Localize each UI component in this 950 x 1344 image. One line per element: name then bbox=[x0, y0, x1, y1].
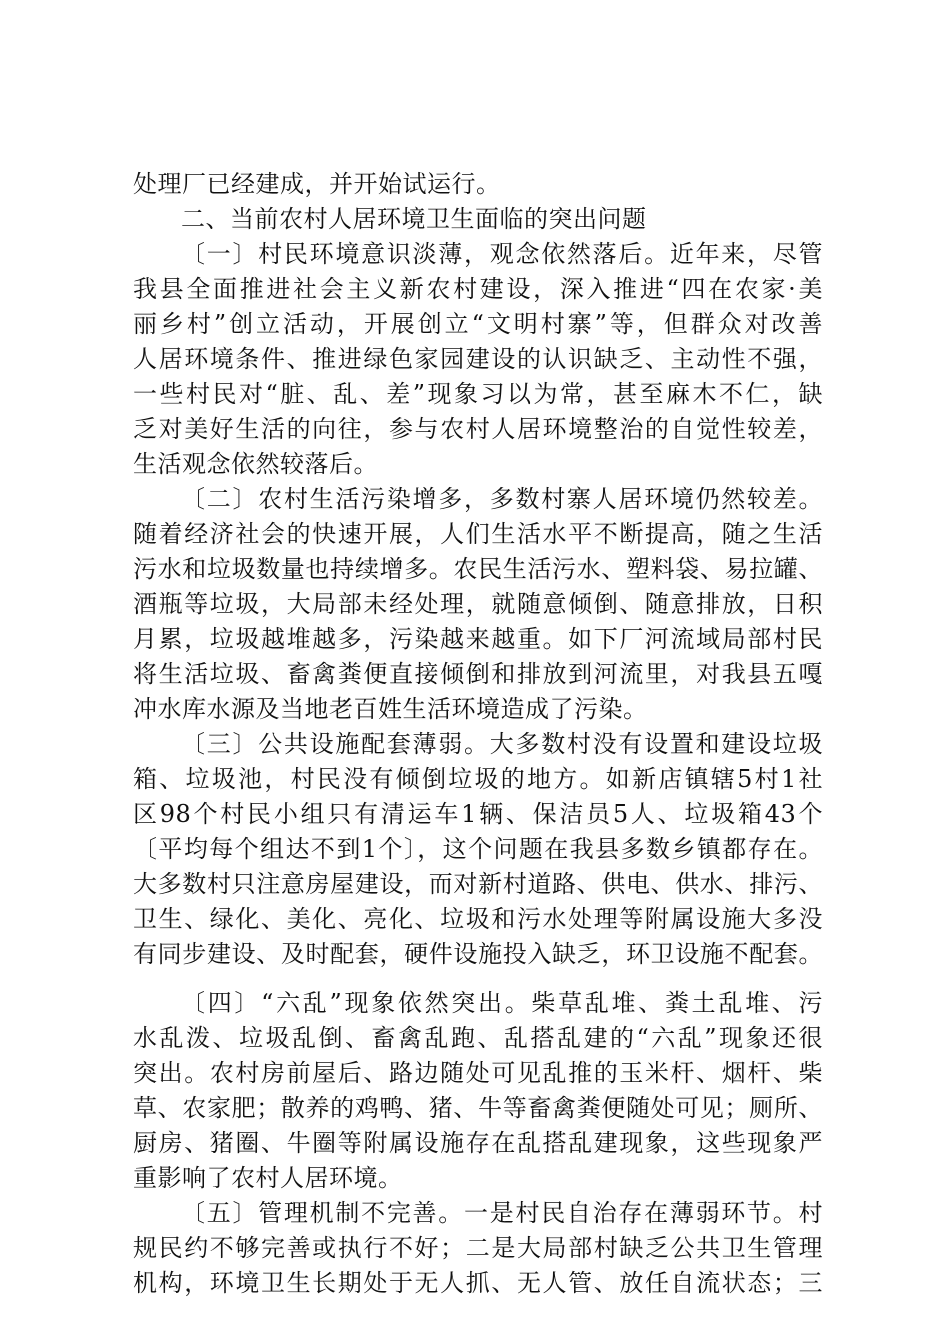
text-line: 月累，垃圾越堆越多，污染越来越重。如下厂河流域局部村民 bbox=[133, 625, 823, 653]
text-line: 酒瓶等垃圾，大局部未经处理，就随意倾倒、随意排放，日积 bbox=[133, 590, 823, 618]
text-line: 我县全面推进社会主义新农村建设，深入推进“四在农家·美 bbox=[133, 275, 823, 303]
text-line: 〔四〕“六乱”现象依然突出。柴草乱堆、粪土乱堆、污 bbox=[181, 989, 823, 1017]
text-line: 人居环境条件、推进绿色家园建设的认识缺乏、主动性不强， bbox=[133, 345, 823, 373]
text-line: 箱、垃圾池，村民没有倾倒垃圾的地方。如新店镇辖5村1社 bbox=[133, 765, 823, 793]
text-line: 〔一〕村民环境意识淡薄，观念依然落后。近年来，尽管 bbox=[181, 240, 823, 268]
text-line: 草、农家肥；散养的鸡鸭、猪、牛等畜禽粪便随处可见；厕所、 bbox=[133, 1094, 823, 1122]
text-line: 卫生、绿化、美化、亮化、垃圾和污水处理等附属设施大多没 bbox=[133, 905, 823, 933]
text-line: 〔平均每个组达不到1个〕，这个问题在我县多数乡镇都存在。 bbox=[133, 835, 823, 863]
text-line: 机构，环境卫生长期处于无人抓、无人管、放任自流状态；三 bbox=[133, 1269, 823, 1297]
text-line: 有同步建设、及时配套，硬件设施投入缺乏，环卫设施不配套。 bbox=[133, 940, 823, 968]
text-line: 重影响了农村人居环境。 bbox=[133, 1164, 403, 1192]
text-line: 〔三〕公共设施配套薄弱。大多数村没有设置和建设垃圾 bbox=[181, 730, 823, 758]
text-line: 水乱泼、垃圾乱倒、畜禽乱跑、乱搭乱建的“六乱”现象还很 bbox=[133, 1024, 823, 1052]
text-line: 将生活垃圾、畜禽粪便直接倾倒和排放到河流里，对我县五嘎 bbox=[133, 660, 823, 688]
text-line: 厨房、猪圈、牛圈等附属设施存在乱搭乱建现象，这些现象严 bbox=[133, 1129, 823, 1157]
text-line: 丽乡村”创立活动，开展创立“文明村寨”等，但群众对改善 bbox=[133, 310, 823, 338]
text-line: 〔二〕农村生活污染增多，多数村寨人居环境仍然较差。 bbox=[181, 485, 823, 513]
text-line: 大多数村只注意房屋建设，而对新村道路、供电、供水、排污、 bbox=[133, 870, 823, 898]
text-line: 处理厂已经建成，并开始试运行。 bbox=[133, 170, 501, 198]
text-line: 随着经济社会的快速开展，人们生活水平不断提高，随之生活 bbox=[133, 520, 823, 548]
text-line: 生活观念依然较落后。 bbox=[133, 450, 378, 478]
text-line: 区98个村民小组只有清运车1辆、保洁员5人、垃圾箱43个 bbox=[133, 800, 823, 828]
text-line: 规民约不够完善或执行不好；二是大局部村缺乏公共卫生管理 bbox=[133, 1234, 823, 1262]
text-line: 突出。农村房前屋后、路边随处可见乱推的玉米杆、烟杆、柴 bbox=[133, 1059, 823, 1087]
text-line: 乏对美好生活的向往，参与农村人居环境整治的自觉性较差， bbox=[133, 415, 823, 443]
section-heading: 二、当前农村人居环境卫生面临的突出问题 bbox=[181, 205, 647, 233]
text-line: 一些村民对“脏、乱、差”现象习以为常，甚至麻木不仁，缺 bbox=[133, 380, 823, 408]
text-line: 冲水库水源及当地老百姓生活环境造成了污染。 bbox=[133, 695, 648, 723]
text-line: 〔五〕管理机制不完善。一是村民自治存在薄弱环节。村 bbox=[181, 1199, 823, 1227]
text-line: 污水和垃圾数量也持续增多。农民生活污水、塑料袋、易拉罐、 bbox=[133, 555, 823, 583]
